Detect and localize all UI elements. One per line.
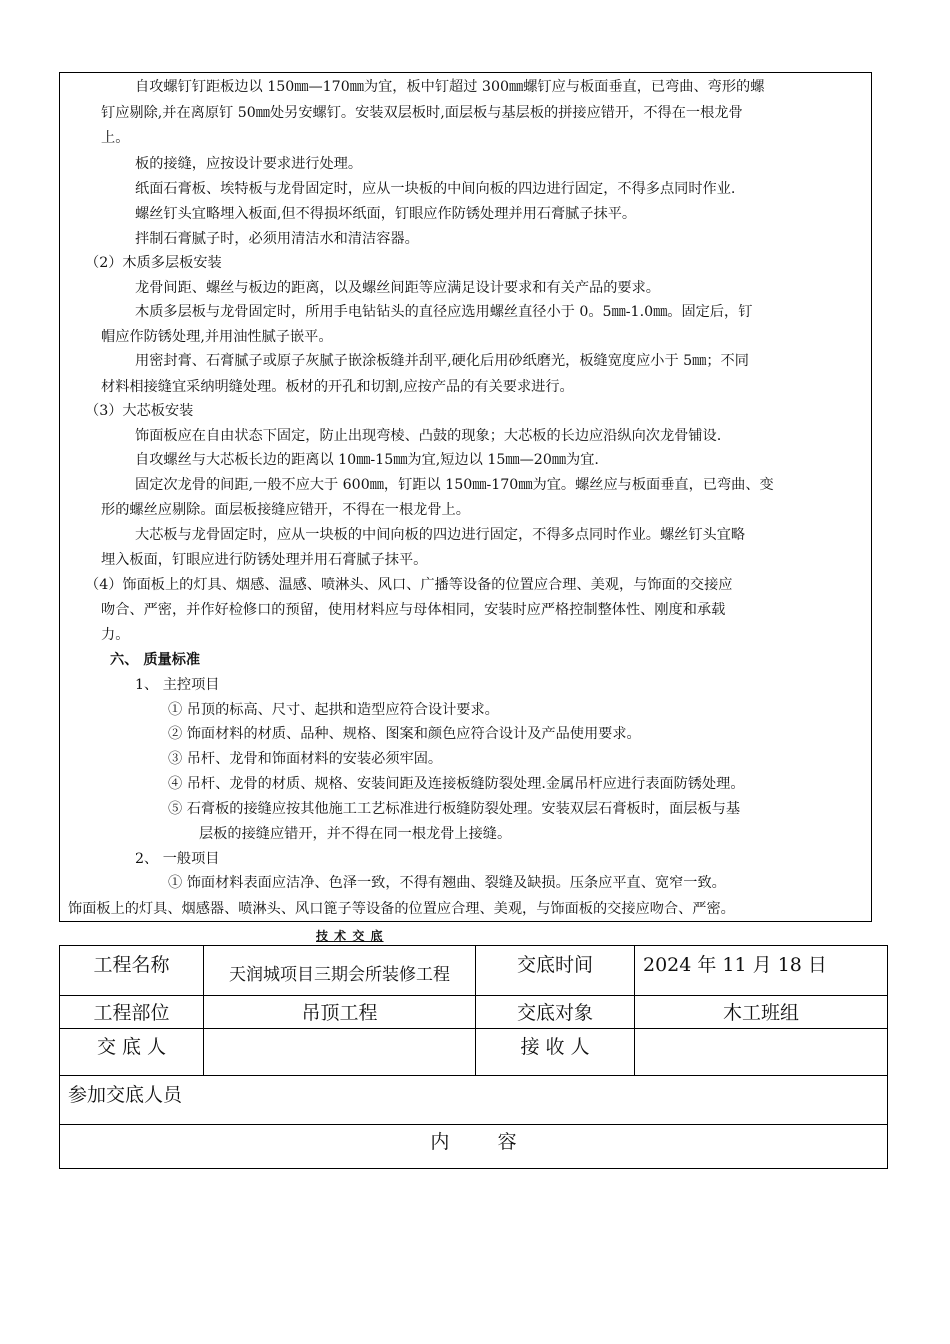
section-heading-quality-standard: 六、 质量标准 — [110, 652, 201, 668]
text-line: 用密封膏、石膏腻子或原子灰腻子嵌涂板缝并刮平,硬化后用砂纸磨光，板缝宽度应小于 5㎜；不同 — [135, 353, 749, 369]
subheading-general-items: 2、 一般项目 — [135, 851, 220, 867]
upper-text-box — [59, 72, 872, 922]
participants-label: 参加交底人员 — [60, 1076, 888, 1125]
target-value: 木工班组 — [635, 996, 888, 1029]
project-part-value: 吊顶工程 — [204, 996, 476, 1029]
text-line: 大芯板与龙骨固定时，应从一块板的中间向板的四边进行固定，不得多点同时作业。螺丝钉头宜略 — [135, 527, 746, 543]
text-line: 自攻螺钉钉距板边以 150㎜—170㎜为宜，板中钉超过 300㎜螺钉应与板面垂直，已弯曲、弯形的螺 — [135, 79, 765, 95]
text-line: 形的螺丝应剔除。面层板接缝应错开，不得在一根龙骨上。 — [101, 502, 470, 518]
subheading-blockboard: （3）大芯板安装 — [85, 403, 194, 419]
text-line: 上。 — [101, 130, 130, 146]
text-line: 钉应剔除,并在离原钉 50㎜处另安螺钉。安装双层板时,面层板与基层板的拼接应错开，不得在一根龙骨 — [101, 105, 743, 121]
list-item: ③ 吊杆、龙骨和饰面材料的安装必须牢固。 — [168, 751, 443, 767]
project-part-label: 工程部位 — [60, 996, 204, 1029]
content-label: 内 容 — [60, 1125, 888, 1169]
project-name-label: 工程名称 — [60, 946, 204, 996]
giver-label: 交 底 人 — [60, 1029, 204, 1076]
text-line: 材料相接缝宜采纳明缝处理。板材的开孔和切割,应按产品的有关要求进行。 — [101, 379, 574, 395]
text-line: 固定次龙骨的间距,一般不应大于 600㎜，钉距以 150㎜-170㎜为宜。螺丝应与板面垂直，已弯曲、变 — [135, 477, 774, 493]
list-item: ② 饰面材料的材质、品种、规格、图案和颜色应符合设计及产品使用要求。 — [168, 726, 641, 742]
receiver-label: 接 收 人 — [476, 1029, 635, 1076]
text-line: 自攻螺丝与大芯板长边的距离以 10㎜-15㎜为宜,短边以 15㎜—20㎜为宜. — [135, 452, 599, 468]
list-item: ① 饰面材料表面应洁净、色泽一致，不得有翘曲、裂缝及缺损。压条应平直、宽窄一致。 — [168, 875, 726, 891]
receiver-value — [635, 1029, 888, 1076]
date-value: 2024 年 11 月 18 日 — [635, 946, 888, 996]
text-line: 帽应作防锈处理,并用油性腻子嵌平。 — [101, 329, 333, 345]
list-item: ⑤ 石膏板的接缝应按其他施工工艺标准进行板缝防裂处理。安装双层石膏板时，面层板与基 — [168, 801, 741, 817]
date-label: 交底时间 — [476, 946, 635, 996]
text-line: 木质多层板与龙骨固定时，所用手电钻钻头的直径应选用螺丝直径小于 0。5㎜-1.0㎜。固定后，钉 — [135, 304, 753, 320]
text-line: 吻合、严密，并作好检修口的预留，使用材料应与母体相同，安装时应严格控制整体性、刚度和承载 — [101, 602, 726, 618]
list-item: ④ 吊杆、龙骨的材质、规格、安装间距及连接板缝防裂处理.金属吊杆应进行表面防锈处理。 — [168, 776, 745, 792]
text-line: 埋入板面，钉眼应进行防锈处理并用石膏腻子抹平。 — [101, 552, 428, 568]
disclosure-form — [59, 945, 888, 1169]
text-line: 板的接缝，应按设计要求进行处理。 — [135, 156, 363, 172]
list-item: ① 吊顶的标高、尺寸、起拱和造型应符合设计要求。 — [168, 702, 499, 718]
target-label: 交底对象 — [476, 996, 635, 1029]
text-line: 龙骨间距、螺丝与板边的距离，以及螺丝间距等应满足设计要求和有关产品的要求。 — [135, 280, 660, 296]
text-line: 饰面板应在自由状态下固定，防止出现弯棱、凸鼓的现象；大芯板的长边应沿纵向次龙骨铺设. — [135, 428, 722, 444]
giver-value — [204, 1029, 476, 1076]
subheading-wood-multilayer: （2）木质多层板安装 — [85, 255, 222, 271]
text-line: 螺丝钉头宜略埋入板面,但不得损坏纸面，钉眼应作防锈处理并用石膏腻子抹平。 — [135, 206, 637, 222]
text-line: 纸面石膏板、埃特板与龙骨固定时，应从一块板的中间向板的四边进行固定，不得多点同时作业. — [135, 181, 736, 197]
list-item: 层板的接缝应错开，并不得在同一根龙骨上接缝。 — [199, 826, 512, 842]
subheading-main-control: 1、 主控项目 — [135, 677, 220, 693]
text-line: 饰面板上的灯具、烟感器、喷淋头、风口篦子等设备的位置应合理、美观，与饰面板的交接应吻合、严密。 — [68, 901, 735, 917]
text-line: 拌制石膏腻子时，必须用清洁水和清洁容器。 — [135, 231, 419, 247]
text-line: 力。 — [101, 627, 130, 643]
text-line: （4）饰面板上的灯具、烟感、温感、喷淋头、风口、广播等设备的位置应合理、美观，与饰面的交接应 — [85, 577, 733, 593]
project-name-value: 天润城项目三期会所装修工程 — [204, 946, 476, 996]
technical-disclosure-title: 技 术 交 底 — [316, 929, 384, 943]
